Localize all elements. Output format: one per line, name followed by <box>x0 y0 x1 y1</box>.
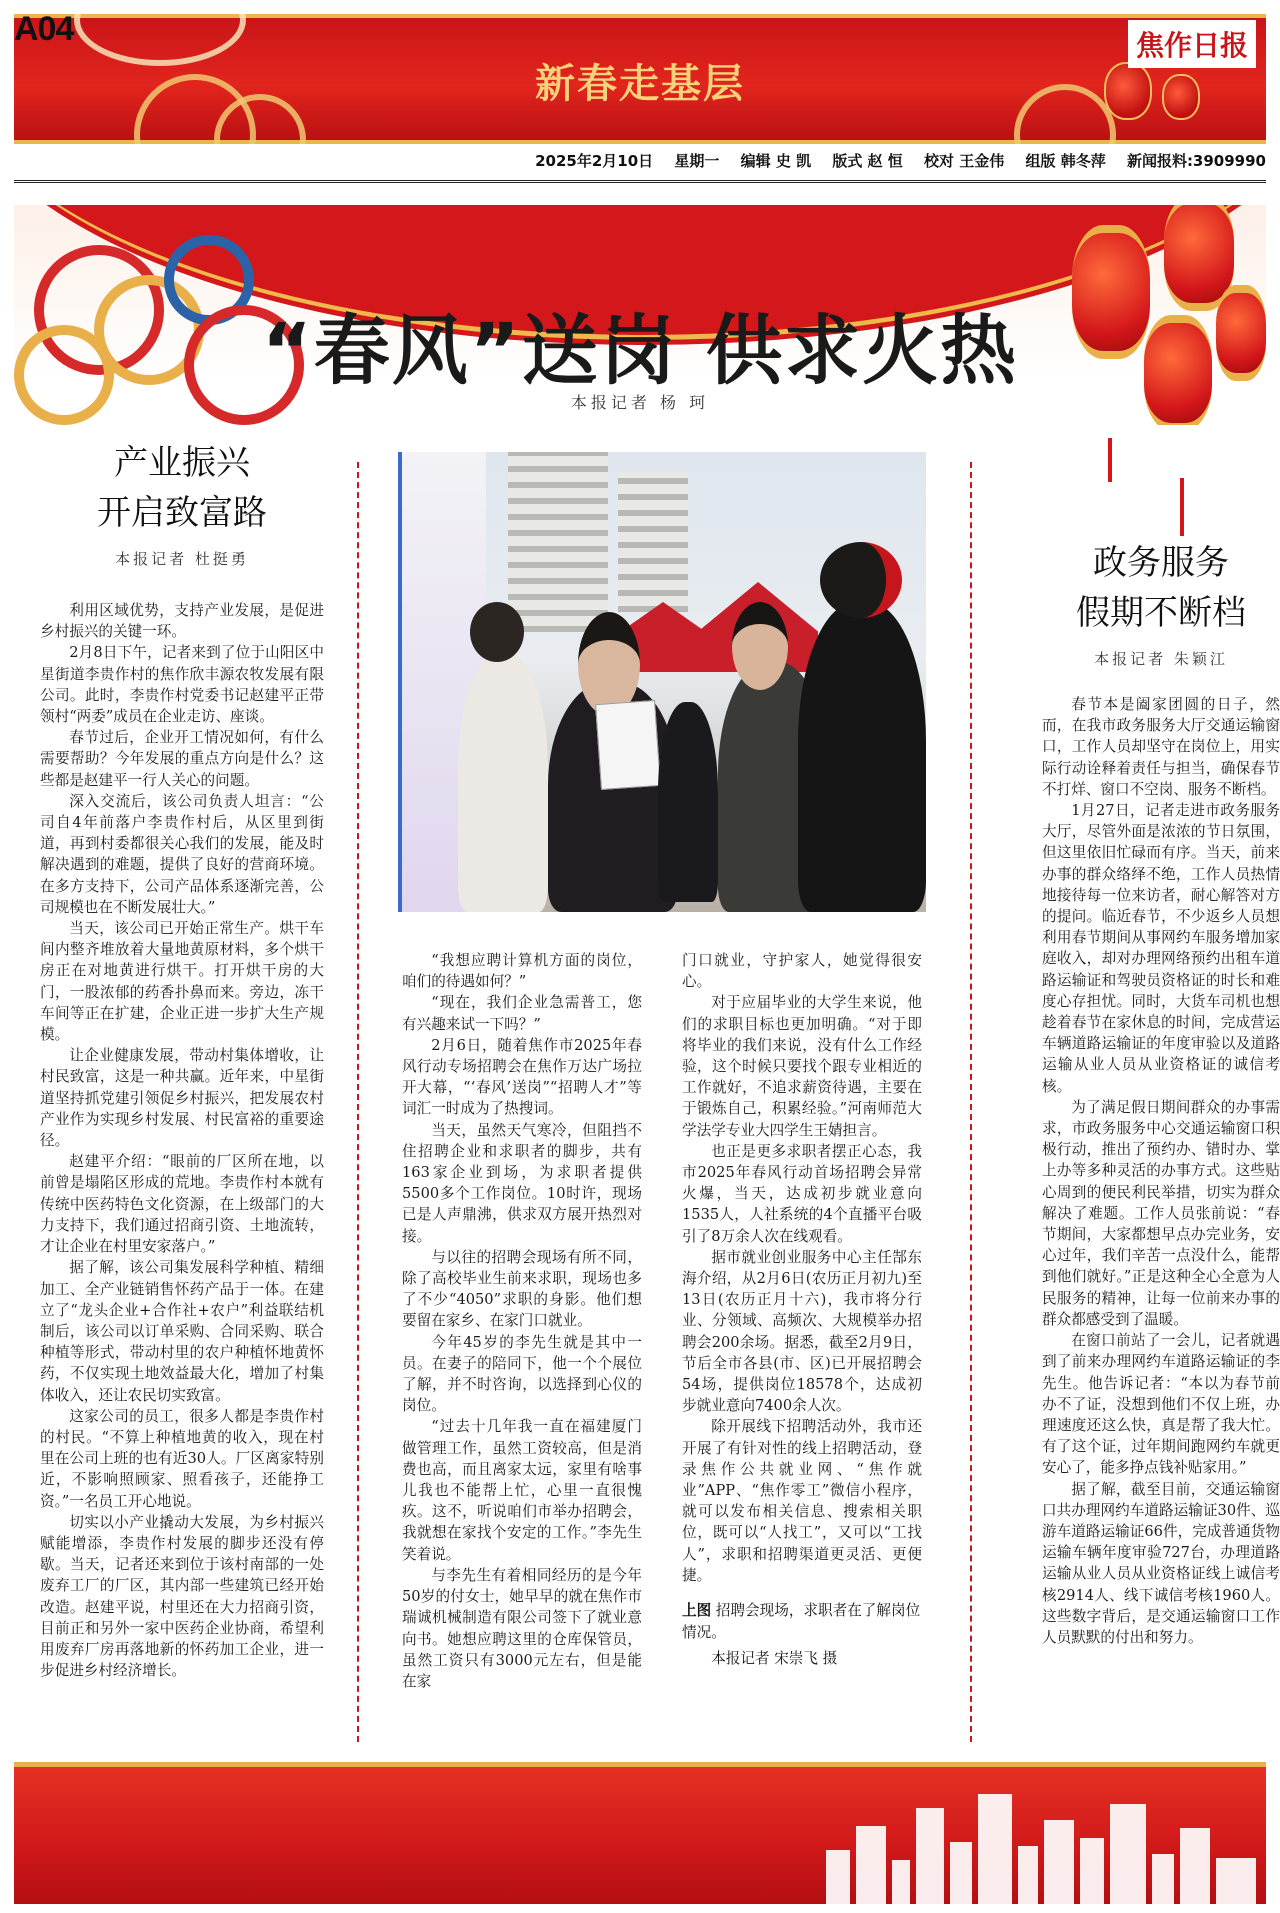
column-title: 新春走基层 <box>535 60 745 107</box>
paragraph: 赵建平介绍：“眼前的厂区所在地，以前曾是塌陷区形成的荒地。李贵作村本就有传统中医药特色文化资源，在上级部门的大力支持下，我们通过招商引资、土地流转，才让企业在村里安家落户。” <box>40 1153 324 1256</box>
photo-person-head <box>820 542 902 618</box>
paper-logo: 焦作日报 <box>1128 20 1256 68</box>
city-skyline-building <box>1080 1838 1104 1904</box>
photo-person-head <box>578 612 640 716</box>
paragraph: 当天，虽然天气寒冷，但阻挡不住招聘企业和求职者的脚步，共有163家企业到场，为求职者提供5500多个工作岗位。10时许，现场已是人声鼎沸，供求双方展开热烈对接。 <box>402 1121 642 1245</box>
paragraph: 为了满足假日期间群众的办事需求，市政务服务中心交通运输窗口积极行动，推出了预约办、错时办、掌上办等多种灵活的办事方式。这些贴心周到的便民利民举措，切实为群众解决了难题。工作人员张前说：“春节期间，大家都想早点办完业务，安心过年，我们辛苦一点没什么，能帮到他们就好。”正是这种全心全意为人民服务的精神，让每一位前来办事的群众都感受到了温暖。 <box>1042 1098 1280 1328</box>
paragraph: 门口就业，守护家人，她觉得很安心。 <box>682 952 922 991</box>
masthead-banner <box>14 14 1266 144</box>
headline-line: 假期不断档 <box>1076 593 1246 633</box>
paragraph: 今年45岁的李先生就是其中一员。在妻子的陪同下，他一个个展位了解，并不时咨询，以选择到心仪的岗位。 <box>402 1333 642 1415</box>
paragraph: 据市就业创业服务中心主任郜东海介绍，从2月6日(农历正月初九)至13日(农历正月十六)，我市将分行业、分领域、高频次、大规模举办招聘会200余场。据悉，截至2月9日，节后全市各县(市、区)已开展招聘会54场，提供岗位18578个，达成初步就业意向7400余人次。 <box>682 1248 922 1415</box>
left-article-byline: 本报记者 杜挺勇 <box>115 550 249 568</box>
headline-line: 开启致富路 <box>97 493 267 533</box>
column-divider <box>357 462 359 1742</box>
city-skyline-building <box>892 1860 910 1904</box>
city-skyline-building <box>856 1826 886 1904</box>
paragraph: 利用区域优势，支持产业发展，是促进乡村振兴的关键一环。 <box>40 602 324 641</box>
headline-line: 产业振兴 <box>114 443 250 483</box>
city-skyline-building <box>1044 1820 1074 1904</box>
group-credit: 组版 韩冬萍 <box>1025 152 1106 170</box>
center-article-column-1 <box>402 950 642 1692</box>
city-skyline-building <box>1216 1858 1256 1904</box>
headline-line: 政务服务 <box>1093 543 1229 583</box>
photo-building <box>508 452 608 632</box>
paragraph: 据了解，该公司集发展科学种植、精细加工、全产业链销售怀药产品于一体。在建立了“龙头企业+合作社+农户”利益联结机制后，该公司以订单采购、合同采购、联合种植等形式，带动村里的农户种植怀地黄怀药，不仅实现土地效益最大化，增加了村集体收入，还让农民切实致富。 <box>40 1259 324 1404</box>
photo-person <box>458 652 548 912</box>
paragraph: 春节本是阖家团圆的日子，然而，在我市政务服务大厅交通运输窗口，工作人员却坚守在岗位上，用实际行动诠释着责任与担当，确保春节不打烊、窗口不空岗、服务不断档。 <box>1042 696 1280 798</box>
feature-headline: “春风”送岗 供求火热 <box>261 306 1019 395</box>
bottom-festive-band <box>14 1762 1266 1904</box>
right-article-byline: 本报记者 朱颖江 <box>1094 650 1228 668</box>
center-article-column-2 <box>682 950 922 1586</box>
column-divider <box>970 462 972 1742</box>
edition-weekday: 星期一 <box>674 152 720 170</box>
tassel-icon <box>1108 438 1112 482</box>
paragraph: 在窗口前站了一会儿，记者就遇到了前来办理网约车道路运输证的李先生。他告诉记者：“本以为春节前办不了证，没想到他们不仅上班，办理速度还这么快，真是帮了我大忙。有了这个证，过年期间跑网约车就更安心了，能多挣点钱补贴家用。” <box>1042 1332 1280 1477</box>
city-skyline-building <box>916 1808 944 1904</box>
paragraph: 2月8日下午，记者来到了位于山阳区中星街道李贵作村的焦作欣丰源农牧发展有限公司。此时，李贵作村党委书记赵建平正带领村“两委”成员在企业走访、座谈。 <box>40 644 324 726</box>
paragraph: 与李先生有着相同经历的是今年50岁的付女士，她早早的就在焦作市瑞诚机械制造有限公司签下了就业意向书。她想应聘这里的仓库保管员，虽然工资只有3000元左右，但是能在家 <box>402 1566 642 1690</box>
paragraph: 除开展线下招聘活动外，我市还开展了有针对性的线上招聘活动，登录焦作公共就业网、“焦作就业”APP、“焦作零工”微信小程序，就可以发布相关信息、搜索相关职位，既可以“人找工”，又可以“工找人”，求职和招聘渠道更灵活、更便捷。 <box>682 1418 922 1584</box>
city-skyline-building <box>950 1842 972 1904</box>
right-article-headline <box>1042 538 1280 638</box>
paragraph: 2月6日，随着焦作市2025年春风行动专场招聘会在焦作万达广场拉开大幕，“‘春风’送岗”“招聘人才”等词汇一时成为了热搜词。 <box>402 1036 642 1118</box>
paragraph: 切实以小产业撬动大发展，为乡村振兴赋能增添，李贵作村发展的脚步还没有停歇。当天，记者还来到位于该村南部的一处废弃工厂的厂区，其内部一些建筑已经开始改造。赵建平说，村里还在大力招商引资，目前正和另外一家中医药企业协商，希望利用废弃厂房再落地新的怀药加工企业，进一步促进乡村经济增长。 <box>40 1513 324 1680</box>
paragraph: 春节过后，企业开工情况如何，有什么需要帮助？今年发展的重点方向是什么？这些都是赵建平一行人关心的问题。 <box>40 729 324 789</box>
photo-person <box>658 702 718 902</box>
photo-caption <box>682 1600 922 1670</box>
city-skyline-building <box>1152 1854 1174 1904</box>
paragraph: 据了解，截至目前，交通运输窗口共办理网约车道路运输证30件、巡游车道路运输证66件，完成普通货物运输车辆年度审验727台，办理道路运输从业人员从业资格证线上诚信考核2914人、线下诚信考核1960人。这些数字背后，是交通运输窗口工作人员默默的付出和努力。 <box>1042 1480 1280 1646</box>
editor-credit: 编辑 史 凯 <box>740 152 812 170</box>
paragraph: “现在，我们企业急需普工，您有兴趣来试一下吗？” <box>402 994 642 1033</box>
city-skyline-building <box>1180 1828 1210 1904</box>
job-fair-photo <box>398 452 926 912</box>
paragraph: 深入交流后，该公司负责人坦言：“公司自4年前落户李贵作村后，从区里到街道，再到村委都很关心我们的发展，能及时解决遇到的难题，提供了良好的营商环境。在多方支持下，公司产品体系逐渐完善，公司规模也在不断发展壮大。” <box>40 792 324 916</box>
edition-date: 2025年2月10日 <box>535 152 654 170</box>
paragraph: 1月27日，记者走进市政务服务大厅，尽管外面是浓浓的节日氛围，但这里依旧忙碌而有序。当天，前来办事的群众络绎不绝，工作人员热情地接待每一位来访者，耐心解答对方的提问。临近春节，不少返乡人员想利用春节期间从事网约车服务增加家庭收入，却对办理网络预约出租车道路运输证和驾驶员资格证的时长和难度心存担忧。同时，大货车司机也想趁着春节在家休息的时间，完成营运车辆道路运输证的年度审验以及道路运输从业人员从业资格证的诚信考核。 <box>1042 802 1280 1095</box>
city-skyline-building <box>1018 1846 1038 1904</box>
photo-paper <box>595 700 661 790</box>
left-article-body <box>40 600 324 1681</box>
proof-credit: 校对 王金伟 <box>924 152 1005 170</box>
photo-person <box>798 602 926 912</box>
photo-credit: 本报记者 宋崇飞 摄 <box>711 1650 838 1667</box>
left-article-headline <box>40 438 324 538</box>
photo-person-head <box>732 602 788 690</box>
paragraph: 让企业健康发展，带动村集体增收，让村民致富，这是一种共赢。近年来，中星街道坚持抓党建引领促乡村振兴，把发展农村产业作为实现乡村发展、村民富裕的重要途径。 <box>40 1047 324 1150</box>
paragraph: 对于应届毕业的大学生来说，他们的求职目标也更加明确。“对于即将毕业的我们来说，没有什么工作经验，这个时候只要找个跟专业相近的工作就好，不追求薪资待遇，主要在于锻炼自己，积累经验。”河南师范大学法学专业大四学生王婧担言。 <box>682 994 922 1139</box>
city-skyline-building <box>826 1850 850 1904</box>
feature-byline: 本报记者 杨 珂 <box>570 393 710 412</box>
paragraph: 这家公司的员工，很多人都是李贵作村的村民。“不算上种植地黄的收入，现在村里在公司上班的也有近30人。厂区离家特别近，不影响照顾家、照看孩子，还能挣工资。”一名员工开心地说。 <box>40 1407 324 1510</box>
paragraph: 与以往的招聘会现场有所不同，除了高校毕业生前来求职，现场也多了不少“4050”求职的身影。他们想要留在家乡、在家门口就业。 <box>402 1248 642 1330</box>
edition-info-line <box>14 150 1266 183</box>
paragraph: 当天，该公司已开始正常生产。烘干车间内整齐堆放着大量地黄原材料，多个烘干房正在对地黄进行烘干。打开烘干房的大门，一股浓郁的药香扑鼻而来。旁边，冻干车间等正在扩建，企业正进一步扩大生产规模。 <box>40 920 324 1044</box>
paragraph: “过去十几年我一直在福建厦门做管理工作，虽然工资较高，但是消费也高，而且离家太远，家里有啥事儿我也不能帮上忙，心里一直很愧疚。这不，听说咱们市举办招聘会，我就想在家找个安定的工作。”李先生笑着说。 <box>402 1418 642 1563</box>
news-hotline: 新闻报料:3909990 <box>1126 152 1266 170</box>
caption-label: 上图 <box>682 1602 712 1619</box>
layout-credit: 版式 赵 恒 <box>832 152 903 170</box>
right-article-body <box>1042 694 1280 1648</box>
tassel-icon <box>1180 478 1184 536</box>
photo-person-head <box>470 602 524 662</box>
city-skyline-building <box>1110 1804 1146 1904</box>
photo-building <box>618 472 688 612</box>
paragraph: 也正是更多求职者摆正心态，我市2025年春风行动首场招聘会异常火爆，当天，达成初步就业意向1535人，人社系统的4个直播平台吸引了8万余人次在线观看。 <box>682 1142 922 1245</box>
bottom-gold-stripe <box>14 1762 1266 1767</box>
caption-text: 招聘会现场，求职者在了解岗位情况。 <box>682 1602 921 1641</box>
city-skyline-building <box>978 1794 1012 1904</box>
page-number: A04 <box>14 10 74 48</box>
paragraph: “我想应聘计算机方面的岗位，咱们的待遇如何？” <box>402 952 642 991</box>
